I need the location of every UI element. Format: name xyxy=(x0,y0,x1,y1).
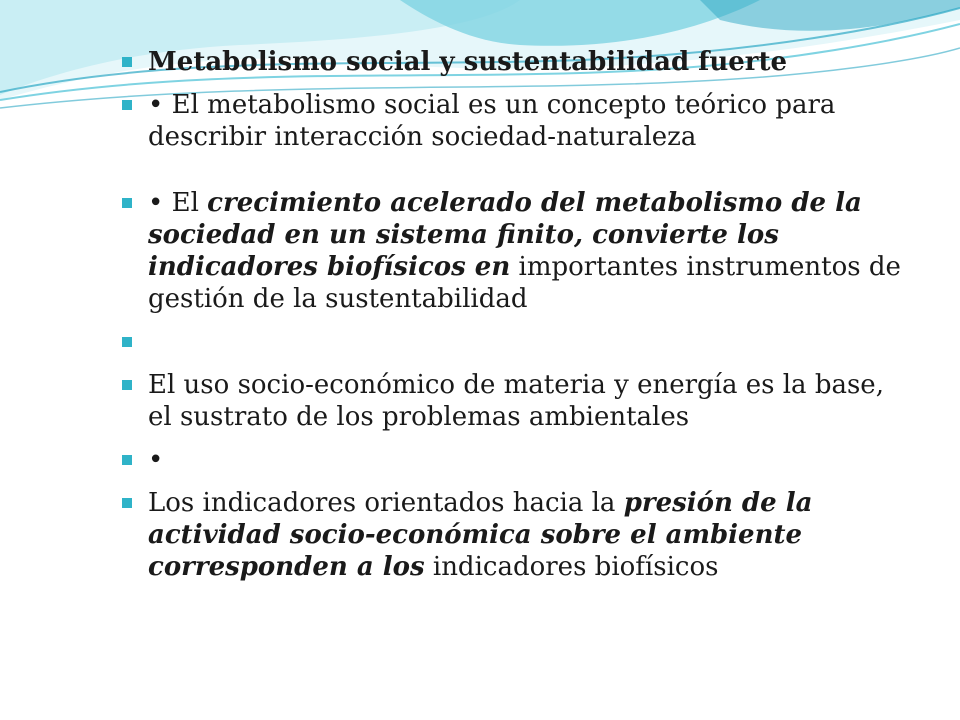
bullet-list xyxy=(120,46,910,583)
square-bullet-icon xyxy=(122,498,132,508)
bullet-item xyxy=(120,326,910,358)
bullet-item xyxy=(120,444,910,476)
bullet-text xyxy=(148,47,787,77)
square-bullet-icon xyxy=(122,198,132,208)
text-run: importantes instrumentos de gestión de la sustentabilidad xyxy=(148,252,901,314)
bullet-text xyxy=(148,445,163,475)
text-run: Los indicadores orientados hacia la xyxy=(148,488,624,518)
text-run: • El metabolismo social es un concepto teórico para describir interacción sociedad-naturaleza xyxy=(148,90,836,152)
square-bullet-icon xyxy=(122,100,132,110)
bullet-text xyxy=(148,188,901,314)
text-run: presión de la actividad socio-económica sobre el ambiente corresponden a los xyxy=(148,488,813,582)
square-bullet-icon xyxy=(122,380,132,390)
text-run: indicadores biofísicos xyxy=(424,552,719,582)
square-bullet-icon xyxy=(122,57,132,67)
bullet-item xyxy=(120,369,910,433)
bullet-text xyxy=(148,370,884,432)
bullet-text xyxy=(148,327,156,357)
bullet-item xyxy=(120,89,910,153)
text-run: • xyxy=(148,445,164,475)
text-run: • El xyxy=(148,188,208,218)
bullet-text xyxy=(148,488,812,582)
bullet-item xyxy=(120,187,910,315)
bullet-item xyxy=(120,46,910,78)
square-bullet-icon xyxy=(122,337,132,347)
text-run: El uso socio-económico de materia y energía es la base, el sustrato de los problemas ambientales xyxy=(148,370,884,432)
text-run: Metabolismo social y sustentabilidad fuerte xyxy=(148,47,788,77)
bullet-text xyxy=(148,90,835,152)
bullet-item xyxy=(120,487,910,583)
text-run: crecimiento acelerado del metabolismo de la sociedad en un sistema finito, convierte los indicadores biofísicos en xyxy=(148,188,862,282)
square-bullet-icon xyxy=(122,455,132,465)
